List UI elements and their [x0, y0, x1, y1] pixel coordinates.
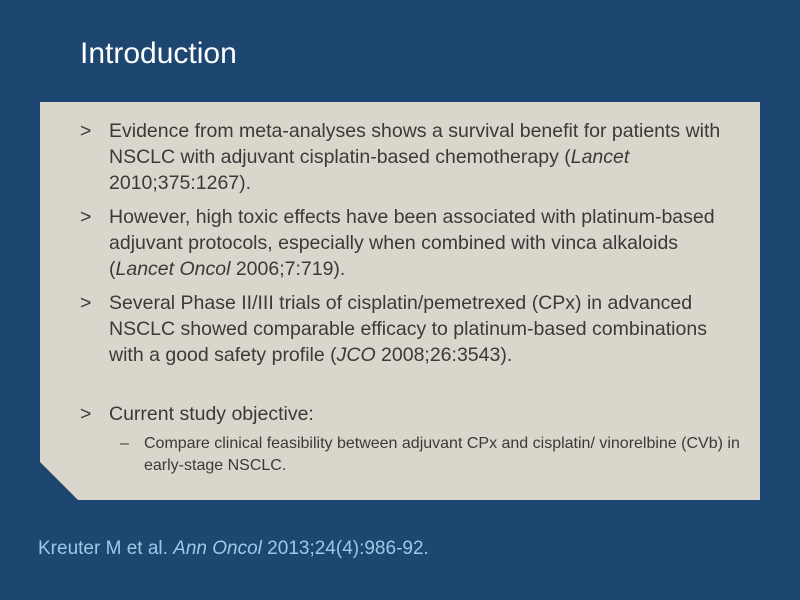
bullet-phase-trials — [80, 290, 745, 368]
bullet-text: Several Phase II/III trials of cisplatin/pemetrexed (CPx) in advanced NSCLC showed comparable efficacy to platinum-based combinations with a good safety profile (JCO 2008;26:3543). — [109, 292, 707, 366]
sub-bullet-objective — [120, 433, 740, 477]
bullet-marker: > — [80, 120, 92, 142]
bullet-marker: > — [80, 403, 92, 425]
slide-title: Introduction — [80, 37, 237, 70]
bullet-study-objective — [80, 401, 745, 427]
reference-citation: Kreuter M et al. Ann Oncol 2013;24(4):986-92. — [38, 538, 429, 559]
bullet-text: Current study objective: — [109, 403, 314, 425]
bullet-text: However, high toxic effects have been associated with platinum-based adjuvant protocols, especially when combined with vinca alkaloids (Lancet Oncol 2006;7:719). — [109, 206, 715, 280]
sub-bullet-text: Compare clinical feasibility between adjuvant CPx and cisplatin/ vinorelbine (CVb) in early-stage NSCLC. — [144, 435, 740, 474]
bullet-meta-analyses — [80, 118, 745, 196]
sub-bullet-marker: – — [120, 435, 129, 452]
bullet-marker: > — [80, 292, 92, 314]
bullet-marker: > — [80, 206, 92, 228]
bullet-toxic-effects — [80, 204, 745, 282]
bullet-text: Evidence from meta-analyses shows a survival benefit for patients with NSCLC with adjuvant cisplatin-based chemotherapy (Lancet 2010;375:1267). — [109, 120, 721, 194]
